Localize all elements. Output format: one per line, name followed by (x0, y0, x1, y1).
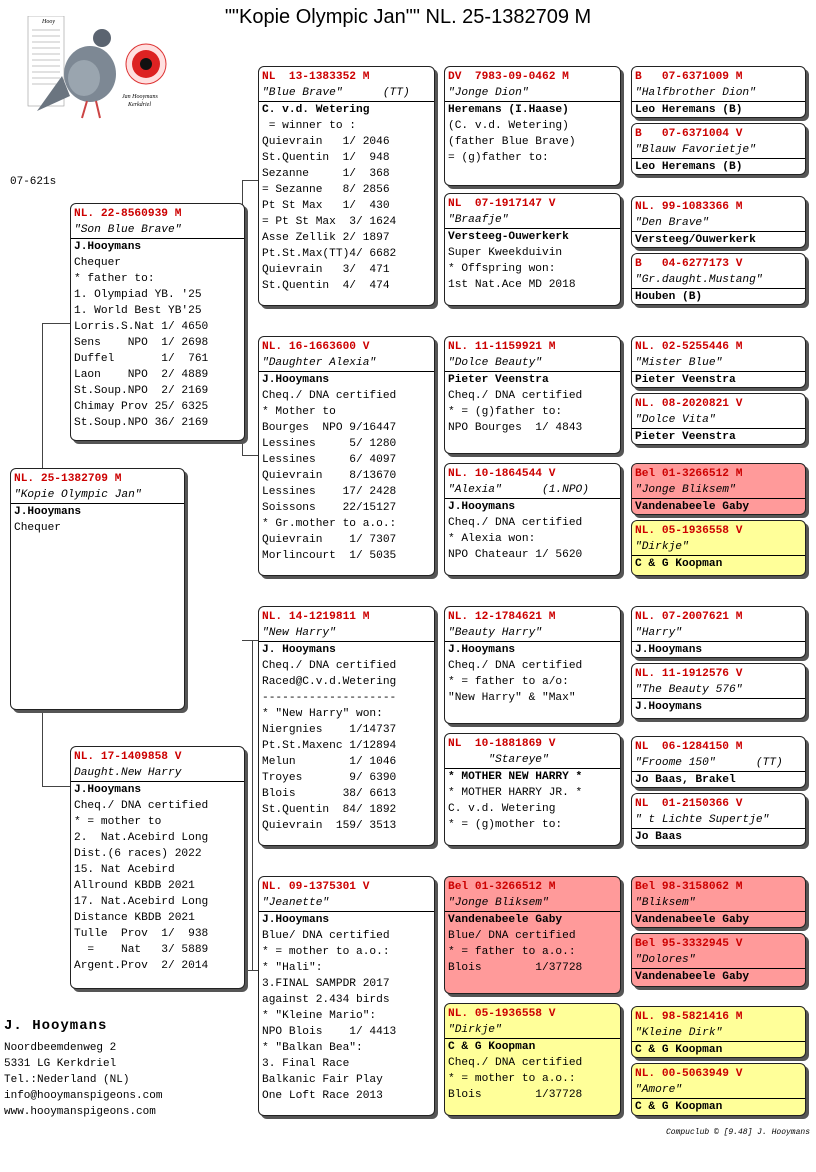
card-line: J. Hooymans (262, 644, 336, 656)
card-line: * "Hali": (262, 962, 323, 974)
ring-number: NL. 16-1663600 V (262, 341, 370, 353)
phone-line: Tel.:Nederland (NL) (4, 1074, 130, 1086)
website-link[interactable]: www.hooymanspigeons.com (4, 1106, 156, 1118)
card-line: = Pt St Max 3/ 1624 (262, 216, 397, 228)
card-line: St.Quentin 4/ 474 (262, 280, 390, 292)
card-line: Duffel 1/ 761 (74, 353, 209, 365)
pedigree-card-sire[interactable] (70, 203, 245, 441)
pedigree-card-g14[interactable] (631, 933, 806, 987)
pigeon-name: "Mister Blue" (632, 355, 805, 372)
card-line: J.Hooymans (448, 501, 516, 513)
pigeon-name: "Halfbrother Dion" (632, 85, 805, 102)
pigeon-name: "Daughter Alexia" (259, 355, 434, 372)
pigeon-name: "Jeanette" (259, 895, 434, 912)
pigeon-name: "Jonge Dion" (445, 85, 620, 102)
card-line: 1. Olympiad YB. '25 (74, 289, 202, 301)
card-line: * "New Harry" won: (262, 708, 383, 720)
pigeon-name: "The Beauty 576" (632, 682, 805, 699)
card-line: Vandenabeele Gaby (635, 971, 750, 983)
card-line: * MOTHER NEW HARRY * (448, 771, 583, 783)
email-link[interactable]: info@hooymanspigeons.com (4, 1090, 163, 1102)
card-line: Bourges NPO 9/16447 (262, 422, 397, 434)
pigeon-name: "Son Blue Brave" (71, 222, 244, 239)
card-line: Sens NPO 1/ 2698 (74, 337, 209, 349)
card-line: 1. World Best YB'25 (74, 305, 202, 317)
breeder-address (4, 1018, 162, 1120)
pedigree-card-sire-dam[interactable] (258, 336, 435, 576)
card-line: Chimay Prov 25/ 6325 (74, 401, 209, 413)
ring-number: NL. 02-5255446 M (635, 341, 743, 353)
pigeon-name: "Alexia" (1.NPO) (445, 482, 620, 499)
card-line: * = father to a/o: (448, 676, 569, 688)
pedigree-card-g12[interactable] (631, 793, 806, 846)
ring-number: B 07-6371009 M (635, 71, 743, 83)
card-line: * = (g)father to: (448, 406, 563, 418)
pigeon-name: "Den Brave" (632, 215, 805, 232)
card-line: * = mother to a.o.: (262, 946, 390, 958)
ring-number: B 04-6277173 V (635, 258, 743, 270)
pedigree-card-g6[interactable] (631, 393, 806, 445)
card-line: Vandenabeele Gaby (635, 914, 750, 926)
card-line: Versteeg/Ouwerkerk (635, 234, 756, 246)
card-line: Quievrain 159/ 3513 (262, 820, 397, 832)
card-line: "New Harry" & "Max" (448, 692, 576, 704)
pedigree-card-dss[interactable] (444, 606, 621, 724)
card-line: = Nat 3/ 5889 (74, 944, 209, 956)
card-line: Quievrain 8/13670 (262, 470, 397, 482)
card-line: (father Blue Brave) (448, 136, 576, 148)
card-line: St.Quentin 84/ 1892 (262, 804, 397, 816)
card-line: NPO Bourges 1/ 4843 (448, 422, 583, 434)
pigeon-name: "Beauty Harry" (445, 625, 620, 642)
ring-number: NL. 14-1219811 M (262, 611, 370, 623)
pigeon-name: "Jonge Bliksem" (632, 482, 805, 499)
pedigree-card-g7[interactable] (631, 463, 806, 515)
card-line: against 2.434 birds (262, 994, 390, 1006)
pigeon-name: "Dirkje" (445, 1022, 620, 1039)
card-line: * Gr.mother to a.o.: (262, 518, 397, 530)
pedigree-card-dsd[interactable] (444, 733, 621, 846)
footer-credit: Compuclub © [9.48] J. Hooymans (665, 1128, 810, 1137)
card-line: C & G Koopman (635, 558, 723, 570)
page-title: ""Kopie Olympic Jan"" NL. 25-1382709 M (224, 6, 592, 28)
card-line: Cheq./ DNA certified (448, 517, 583, 529)
card-line: Jo Baas, Brakel (635, 774, 736, 786)
card-line: Niergnies 1/14737 (262, 724, 397, 736)
card-line: Pt St Max 1/ 430 (262, 200, 390, 212)
ring-number: NL. 07-2007621 M (635, 611, 743, 623)
card-line: NPO Blois 1/ 4413 (262, 1026, 397, 1038)
ring-number: NL 06-1284150 M (635, 741, 743, 753)
ring-number: Bel 01-3266512 M (448, 881, 556, 893)
card-line: Dist.(6 races) 2022 (74, 848, 202, 860)
pedigree-card-g3[interactable] (631, 196, 806, 248)
ring-number: Bel 98-3158062 M (635, 881, 743, 893)
ring-number: Bel 01-3266512 M (635, 468, 743, 480)
card-line: Pt.St.Max(TT)4/ 6682 (262, 248, 397, 260)
address-line: 5331 LG Kerkdriel (4, 1058, 117, 1070)
pedigree-card-sss[interactable] (444, 66, 621, 186)
card-line: * Mother to (262, 406, 336, 418)
card-line: Versteeg-Ouwerkerk (448, 231, 569, 243)
pigeon-name: "Dolce Vita" (632, 412, 805, 429)
card-line: C & G Koopman (635, 1044, 723, 1056)
pedigree-card-dam[interactable] (70, 746, 245, 989)
card-line: C. v.d. Wetering (448, 803, 556, 815)
card-line: Soissons 22/15127 (262, 502, 397, 514)
ring-number: NL 10-1881869 V (448, 738, 556, 750)
pedigree-card-g10[interactable] (631, 663, 806, 719)
pedigree-card-subject[interactable] (10, 468, 185, 710)
card-line: Blue/ DNA certified (448, 930, 576, 942)
card-line: Blois 1/37728 (448, 962, 583, 974)
ring-number: B 07-6371004 V (635, 128, 743, 140)
pigeon-name: "Amore" (632, 1082, 805, 1099)
pigeon-name: "Dirkje" (632, 539, 805, 556)
card-line: Lessines 6/ 4097 (262, 454, 397, 466)
card-line: = (g)father to: (448, 152, 549, 164)
card-line: * Alexia won: (448, 533, 536, 545)
card-line: St.Soup.NPO 36/ 2169 (74, 417, 209, 429)
pedigree-card-sire-sire[interactable] (258, 66, 435, 306)
card-line: Cheq./ DNA certified (262, 660, 397, 672)
pedigree-card-dam-dam[interactable] (258, 876, 435, 1116)
card-line: Vandenabeele Gaby (448, 914, 563, 926)
card-line: Cheq./ DNA certified (448, 1057, 583, 1069)
address-line: Noordbeemdenweg 2 (4, 1042, 117, 1054)
card-line: * = father to a.o.: (448, 946, 576, 958)
card-line: Chequer (14, 522, 61, 534)
breeder-name: J. Hooymans (4, 1018, 108, 1034)
card-line: C. v.d. Wetering (262, 104, 370, 116)
card-line: * MOTHER HARRY JR. * (448, 787, 583, 799)
ring-number: NL. 25-1382709 M (14, 473, 122, 485)
card-line: Vandenabeele Gaby (635, 501, 750, 513)
ring-number: NL. 17-1409858 V (74, 751, 182, 763)
pigeon-logo (22, 16, 172, 126)
pedigree-card-dam-sire[interactable] (258, 606, 435, 846)
card-line: 2. Nat.Acebird Long (74, 832, 209, 844)
card-line: Asse Zellik 2/ 1897 (262, 232, 390, 244)
pedigree-card-g5[interactable] (631, 336, 806, 388)
card-line: * = (g)mother to: (448, 819, 563, 831)
pedigree-card-g4[interactable] (631, 253, 806, 305)
ring-number: NL. 09-1375301 V (262, 881, 370, 893)
card-line: J.Hooymans (14, 506, 82, 518)
card-line: * Offspring won: (448, 263, 556, 275)
card-line: Argent.Prov 2/ 2014 (74, 960, 209, 972)
card-line: One Loft Race 2013 (262, 1090, 383, 1102)
pigeon-name: Daught.New Harry (71, 765, 244, 782)
pigeon-name: " t Lichte Supertje" (632, 812, 805, 829)
ring-number: NL. 22-8560939 M (74, 208, 182, 220)
card-line: 1st Nat.Ace MD 2018 (448, 279, 576, 291)
card-line: Melun 1/ 1046 (262, 756, 397, 768)
pigeon-name: "New Harry" (259, 625, 434, 642)
card-line: J.Hooymans (262, 914, 330, 926)
card-line: Troyes 9/ 6390 (262, 772, 397, 784)
pigeon-name: "Blauw Favorietje" (632, 142, 805, 159)
pedigree-card-ssd[interactable] (444, 193, 621, 306)
card-line: J.Hooymans (635, 701, 703, 713)
ring-number: NL. 05-1936558 V (448, 1008, 556, 1020)
card-line: (C. v.d. Wetering) (448, 120, 569, 132)
card-line: Leo Heremans (B) (635, 104, 743, 116)
card-line: St.Quentin 1/ 948 (262, 152, 390, 164)
card-line: * "Kleine Mario": (262, 1010, 377, 1022)
ring-number: NL. 11-1912576 V (635, 668, 743, 680)
card-line: 3.FINAL SAMPDR 2017 (262, 978, 390, 990)
card-line: Pieter Veenstra (448, 374, 549, 386)
card-line: Distance KBDB 2021 (74, 912, 195, 924)
card-line: Lessines 17/ 2428 (262, 486, 397, 498)
card-line: Jo Baas (635, 831, 682, 843)
ring-number: NL. 08-2020821 V (635, 398, 743, 410)
card-line: J.Hooymans (635, 644, 703, 656)
pedigree-card-sds[interactable] (444, 336, 621, 454)
card-line: St.Soup.NPO 2/ 2169 (74, 385, 209, 397)
ring-number: NL. 99-1083366 M (635, 201, 743, 213)
pigeon-name: "Dolores" (632, 952, 805, 969)
card-line: Pieter Veenstra (635, 374, 736, 386)
pedigree-card-g11[interactable] (631, 736, 806, 788)
pigeon-name: "Kleine Dirk" (632, 1025, 805, 1042)
pedigree-card-g16[interactable] (631, 1063, 806, 1116)
card-line: J.Hooymans (448, 644, 516, 656)
pedigree-card-g8[interactable] (631, 520, 806, 576)
card-line: Blue/ DNA certified (262, 930, 390, 942)
pedigree-card-dds[interactable] (444, 876, 621, 994)
card-line: Lorris.S.Nat 1/ 4650 (74, 321, 209, 333)
pigeon-name: "Kopie Olympic Jan" (11, 487, 184, 504)
card-line: = Sezanne 8/ 2856 (262, 184, 390, 196)
card-line: -------------------- (262, 692, 397, 704)
card-line: * = mother to a.o.: (448, 1073, 576, 1085)
pedigree-card-g9[interactable] (631, 606, 806, 658)
card-line: Quievrain 1/ 2046 (262, 136, 390, 148)
card-line: J.Hooymans (262, 374, 330, 386)
card-line: Allround KBDB 2021 (74, 880, 195, 892)
card-line: C & G Koopman (635, 1101, 723, 1113)
pigeon-name: "Froome 150" (TT) (632, 755, 805, 772)
pedigree-card-g15[interactable] (631, 1006, 806, 1058)
card-line: = winner to : (262, 120, 356, 132)
ring-number: NL 13-1383352 M (262, 71, 370, 83)
card-line: J.Hooymans (74, 784, 142, 796)
ring-number: NL. 00-5063949 V (635, 1068, 743, 1080)
code-label: 07-621s (10, 176, 57, 188)
ring-number: NL. 11-1159921 M (448, 341, 556, 353)
pigeon-name: "Stareye" (445, 752, 620, 769)
card-line: Pieter Veenstra (635, 431, 736, 443)
ring-number: NL 01-2150366 V (635, 798, 743, 810)
card-line: 17. Nat.Acebird Long (74, 896, 209, 908)
svg-text:Kerkdriel: Kerkdriel (128, 102, 151, 108)
card-line: Morlincourt 1/ 5035 (262, 550, 397, 562)
card-line: Balkanic Fair Play (262, 1074, 383, 1086)
card-line: Leo Heremans (B) (635, 161, 743, 173)
card-line: Blois 38/ 6613 (262, 788, 397, 800)
card-line: Raced@C.v.d.Wetering (262, 676, 397, 688)
card-line: Quievrain 1/ 7307 (262, 534, 397, 546)
card-line: Pt.St.Maxenc 1/12894 (262, 740, 397, 752)
card-line: Lessines 5/ 1280 (262, 438, 397, 450)
card-line: Sezanne 1/ 368 (262, 168, 390, 180)
ring-number: Bel 95-3332945 V (635, 938, 743, 950)
pigeon-name: "Harry" (632, 625, 805, 642)
card-line: Super Kweekduivin (448, 247, 563, 259)
card-line: * "Balkan Bea": (262, 1042, 363, 1054)
card-line: 15. Nat Acebird (74, 864, 175, 876)
ring-number: NL. 05-1936558 V (635, 525, 743, 537)
card-line: Houben (B) (635, 291, 703, 303)
pigeon-name: "Dolce Beauty" (445, 355, 620, 372)
ring-number: NL 07-1917147 V (448, 198, 556, 210)
pigeon-name: "Jonge Bliksem" (445, 895, 620, 912)
pedigree-card-g13[interactable] (631, 876, 806, 928)
card-line: Cheq./ DNA certified (448, 390, 583, 402)
svg-text:Jan Hooymans: Jan Hooymans (122, 94, 158, 100)
pedigree-card-g2[interactable] (631, 123, 806, 175)
pigeon-name: "Gr.daught.Mustang" (632, 272, 805, 289)
ring-number: NL. 10-1864544 V (448, 468, 556, 480)
card-line: Heremans (I.Haase) (448, 104, 569, 116)
card-line: Cheq./ DNA certified (74, 800, 209, 812)
pedigree-card-sdd[interactable] (444, 463, 621, 576)
card-line: 3. Final Race (262, 1058, 350, 1070)
card-line: NPO Chateaur 1/ 5620 (448, 549, 583, 561)
card-line: Cheq./ DNA certified (448, 660, 583, 672)
card-line: Tulle Prov 1/ 938 (74, 928, 209, 940)
card-line: * father to: (74, 273, 155, 285)
pigeon-name: "Bliksem" (632, 895, 805, 912)
card-line: Blois 1/37728 (448, 1089, 583, 1101)
ring-number: DV 7983-09-0462 M (448, 71, 569, 83)
card-line: Cheq./ DNA certified (262, 390, 397, 402)
card-line: Chequer (74, 257, 121, 269)
ring-number: NL. 12-1784621 M (448, 611, 556, 623)
svg-text:Hooy: Hooy (42, 19, 55, 25)
pigeon-name: "Braafje" (445, 212, 620, 229)
pedigree-card-ddd[interactable] (444, 1003, 621, 1116)
ring-number: NL. 98-5821416 M (635, 1011, 743, 1023)
card-line: Quievrain 3/ 471 (262, 264, 390, 276)
pedigree-card-g1[interactable] (631, 66, 806, 118)
card-line: C & G Koopman (448, 1041, 536, 1053)
card-line: J.Hooymans (74, 241, 142, 253)
card-line: * = mother to (74, 816, 162, 828)
card-line: Laon NPO 2/ 4889 (74, 369, 209, 381)
pigeon-name: "Blue Brave" (TT) (259, 85, 434, 102)
